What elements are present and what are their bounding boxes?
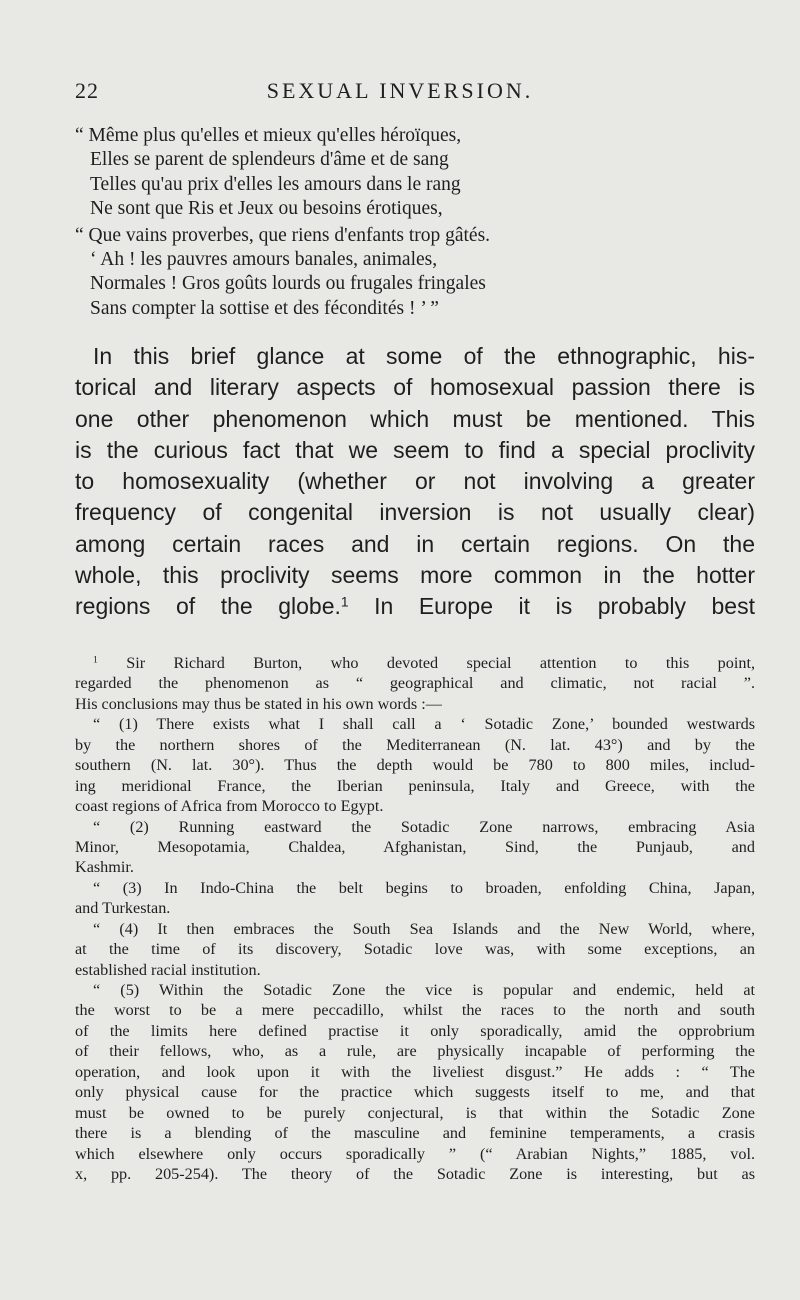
- poem-line: Telles qu'au prix d'elles les amours dans le rang: [90, 173, 461, 195]
- footnotes: [75, 653, 755, 1184]
- footnote-line: which elsewhere only occurs sporadically ” (“ Arabian Nights,” 1885, vol.: [75, 1144, 755, 1163]
- poem-quotation: [75, 124, 755, 321]
- footnote-line: operation, and look upon it with the liveliest disgust.” He adds : “ The: [75, 1062, 755, 1081]
- body-line: torical and literary aspects of homosexual passion there is: [75, 374, 755, 401]
- footnote-line: must be owned to be purely conjectural, is that within the Sotadic Zone: [75, 1103, 755, 1122]
- footnote-line: and Turkestan.: [75, 899, 171, 918]
- footnote-marker: 1: [93, 654, 98, 666]
- footnote-line: ing meridional France, the Iberian peninsula, Italy and Greece, with the: [75, 776, 755, 795]
- running-head: SEXUAL INVERSION.: [266, 78, 534, 103]
- body-line: In this brief glance at some of the ethnographic, his-: [93, 343, 755, 369]
- body-line: frequency of congenital inversion is not usually clear): [75, 499, 755, 526]
- footnote-line: “ (1) There exists what I shall call a ‘ Sotadic Zone,’ bounded westwards: [93, 715, 755, 734]
- footnote-line: Minor, Mesopotamia, Chaldea, Afghanistan, Sind, the Punjaub, and: [75, 837, 755, 856]
- footnote-line: regarded the phenomenon as “ geographical and climatic, not racial ”.: [75, 674, 755, 693]
- footnote-line: [75, 653, 755, 673]
- page-header: [0, 78, 800, 108]
- footnote-line: of the limits here defined practise it only sporadically, amid the opprobrium: [75, 1021, 755, 1040]
- poem-line: Normales ! Gros goûts lourds ou frugales fringales: [90, 273, 486, 295]
- poem-line: “ Même plus qu'elles et mieux qu'elles héroïques,: [75, 125, 462, 146]
- body-line: whole, this proclivity seems more common in the hotter: [75, 562, 755, 589]
- body-text-segment: regions of the globe.: [75, 593, 341, 620]
- poem-line: Elles se parent de splendeurs d'âme et de sang: [90, 149, 449, 171]
- footnote-line: “ (4) It then embraces the South Sea Islands and the New World, where,: [93, 919, 755, 938]
- footnote-line: by the northern shores of the Mediterranean (N. lat. 43°) and by the: [75, 735, 755, 754]
- footnote-line: the worst to be a mere peccadillo, whilst the races to the north and south: [75, 1001, 755, 1020]
- footnote-text: Sir Richard Burton, who devoted special attention to this point,: [126, 654, 756, 672]
- footnote-line: “ (5) Within the Sotadic Zone the vice is popular and endemic, held at: [93, 981, 755, 999]
- footnote-line: x, pp. 205-254). The theory of the Sotadic Zone is interesting, but as: [75, 1164, 755, 1183]
- footnote-line: there is a blending of the masculine and feminine temperaments, a crasis: [75, 1124, 755, 1143]
- body-line: among certain races and in certain regions. On the: [75, 530, 755, 557]
- body-line: is the curious fact that we seem to find a special proclivity: [75, 436, 755, 463]
- footnote-line: coast regions of Africa from Morocco to Egypt.: [75, 797, 384, 816]
- footnote-reference: 1: [340, 594, 349, 610]
- body-line: one other phenomenon which must be mentioned. This: [75, 405, 755, 432]
- footnote-line: “ (2) Running eastward the Sotadic Zone narrows, embracing Asia: [93, 817, 755, 836]
- footnote-line: His conclusions may thus be stated in his own words :—: [75, 694, 442, 713]
- poem-line: “ Que vains proverbes, que riens d'enfants trop gâtés.: [75, 224, 491, 246]
- body-line: to homosexuality (whether or not involving a greater: [75, 468, 755, 495]
- footnote-line: “ (3) In Indo-China the belt begins to broaden, enfolding China, Japan,: [93, 878, 755, 897]
- footnote-line: southern (N. lat. 30°). Thus the depth would be 780 to 800 miles, includ-: [75, 756, 755, 775]
- page-number: 22: [75, 78, 99, 103]
- footnote-line: only physical cause for the practice which suggests itself to me, and that: [75, 1083, 755, 1102]
- footnote-line: at the time of its discovery, Sotadic love was, with some exceptions, an: [75, 940, 755, 959]
- body-text-segment: In Europe it is probably best: [348, 593, 755, 620]
- poem-line: Ne sont que Ris et Jeux ou besoins érotiques,: [90, 198, 443, 220]
- footnote-line: established racial institution.: [75, 960, 261, 979]
- poem-line: ‘ Ah ! les pauvres amours banales, animales,: [90, 248, 438, 270]
- footnote-line: Kashmir.: [75, 858, 134, 877]
- poem-line: Sans compter la sottise et des fécondités ! ’ ”: [90, 297, 439, 319]
- footnote-line: of their fellows, who, as a rule, are physically incapable of performing the: [75, 1042, 755, 1061]
- body-paragraph: [75, 341, 755, 623]
- body-line: [75, 591, 755, 622]
